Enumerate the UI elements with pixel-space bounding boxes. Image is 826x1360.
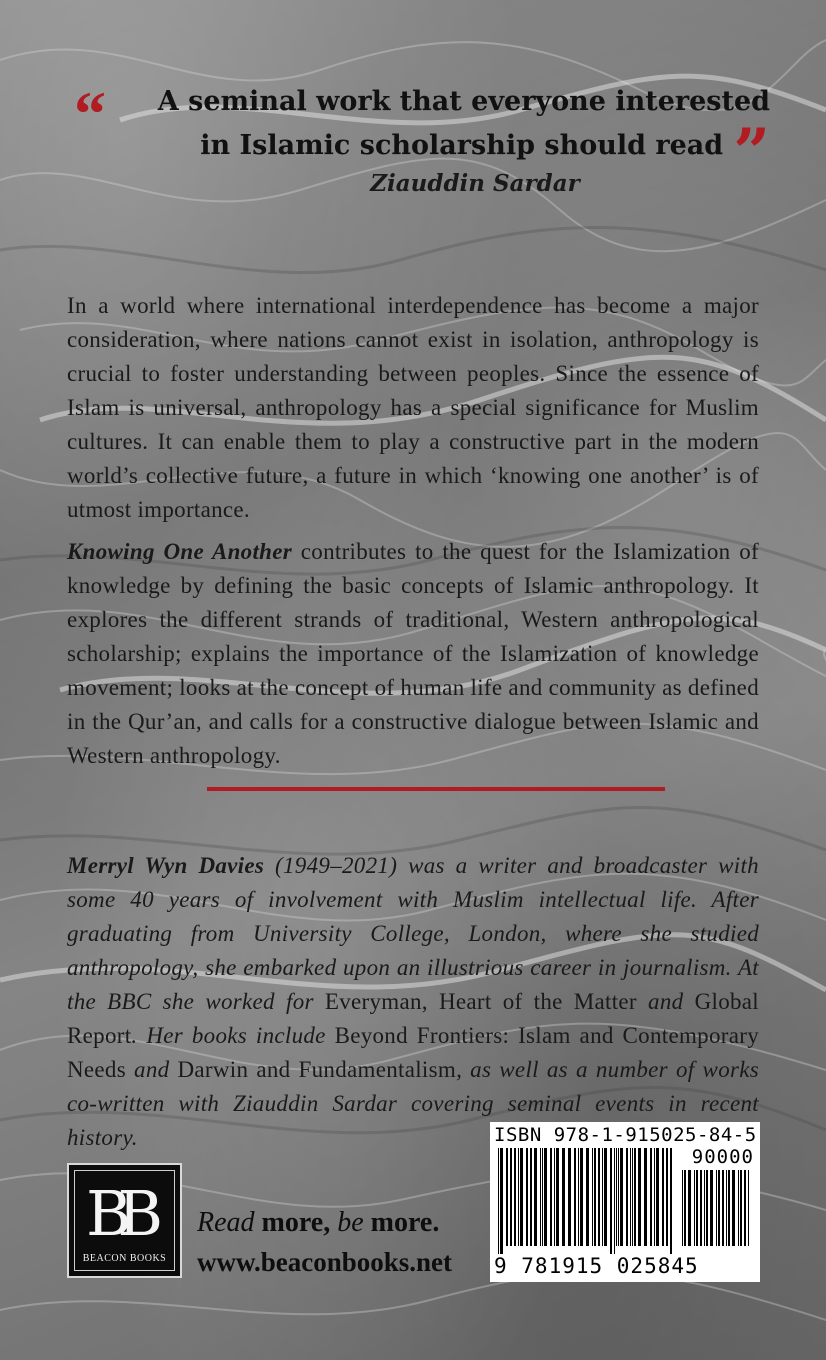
barcode-bar <box>634 1148 636 1246</box>
barcode-bar <box>638 1148 641 1246</box>
tagline-more-1: more, <box>254 1207 338 1238</box>
barcode-bar <box>526 1148 528 1246</box>
description-paragraph-1: In a world where international interdependence has become a major consideration, where nations cannot exist in isolation, anthropology is crucial to foster understanding between peoples. Since the essence of Islam is universal, anthropology has a special significance for Muslim cultures. It can enable them to play a constructive part in the modern world’s collective future, a future in which ‘knowing one another’ is of utmost importance. <box>67 293 759 522</box>
description-paragraph-2-text: contributes to the quest for the Islamization of knowledge by defining the basic concepts of Islamic anthropology. It explores the different strands of traditional, Western anthropological scholarship; explains the importance of the Islamization of knowledge movement; looks at the concept of human life and community as defined in the Qur’an, and calls for a constructive dialogue between Islamic and Western anthropology. <box>67 539 759 768</box>
publisher-logo <box>67 1163 182 1278</box>
barcode-bar <box>704 1170 705 1246</box>
logo-frame <box>74 1170 175 1271</box>
barcode-bar <box>580 1148 583 1246</box>
barcode-bar <box>602 1148 603 1246</box>
barcode-bar <box>598 1148 600 1246</box>
barcode-bar <box>550 1148 552 1246</box>
description-paragraph-2 <box>67 535 759 773</box>
barcode-bar <box>696 1170 698 1246</box>
bio-and-1: and <box>636 989 695 1014</box>
barcode-bar <box>506 1148 508 1246</box>
barcode-bar <box>670 1148 672 1254</box>
barcode-bar <box>568 1148 571 1246</box>
barcode-bar <box>554 1148 555 1246</box>
barcode-bar <box>618 1148 619 1246</box>
barcode-bar <box>518 1148 519 1246</box>
ean-digits: 9 781915 025845 <box>494 1254 699 1278</box>
barcode-bar <box>604 1148 607 1246</box>
close-quote-mark: ” <box>733 115 770 190</box>
barcode-bar <box>544 1148 547 1246</box>
barcode-bar <box>694 1170 695 1246</box>
red-divider <box>207 787 665 791</box>
barcode-bar <box>740 1170 742 1246</box>
publisher-tagline <box>197 1207 439 1239</box>
barcode-bar <box>592 1148 593 1246</box>
barcode-bar <box>510 1148 512 1246</box>
barcode-bar <box>556 1148 559 1246</box>
quote-attribution: Ziauddin Sardar <box>370 170 580 197</box>
barcode-bar <box>732 1170 735 1246</box>
bio-and-2: and <box>125 1057 178 1082</box>
isbn-label: ISBN 978-1-915025-84-5 <box>494 1124 757 1146</box>
barcode-bar <box>574 1148 576 1246</box>
bio-show-2: Global Report <box>67 989 759 1048</box>
barcode-bar <box>722 1170 724 1246</box>
tagline-more-2: more. <box>363 1207 440 1238</box>
barcode-bar <box>728 1170 730 1246</box>
addon-bars <box>682 1170 754 1256</box>
barcode-bar <box>594 1148 596 1246</box>
bio-book-2: Darwin and Fundamentalism <box>177 1057 457 1082</box>
barcode-bar <box>610 1148 612 1254</box>
barcode-bar <box>514 1148 516 1246</box>
tagline-read: Read <box>197 1207 255 1238</box>
quote-line-2-text: in Islamic scholarship should read <box>200 130 724 161</box>
book-title-lead: Knowing One Another <box>67 539 293 564</box>
barcode-bar <box>540 1148 541 1246</box>
barcode-bar <box>630 1148 631 1246</box>
barcode-bar <box>726 1170 727 1246</box>
barcode-bar <box>578 1148 579 1246</box>
barcode-bar <box>744 1170 746 1246</box>
barcode-bar <box>542 1148 543 1246</box>
isbn-barcode <box>490 1122 760 1282</box>
barcode-bar <box>682 1170 683 1246</box>
bio-show-1: Everyman, Heart of the Matter <box>324 989 637 1014</box>
barcode-bar <box>738 1170 739 1246</box>
barcode-bar <box>748 1170 749 1246</box>
price-code: 90000 <box>691 1146 754 1168</box>
tagline-be: be <box>337 1207 364 1238</box>
bio-text-3: , as well as a number of works co-written with Ziauddin Sardar covering seminal events in recent history. <box>67 1057 760 1150</box>
barcode-bar <box>656 1148 659 1246</box>
barcode-bar <box>534 1148 537 1246</box>
publisher-website[interactable]: www.beaconbooks.net <box>197 1247 453 1277</box>
barcode-bar <box>666 1148 668 1246</box>
barcode-bar <box>626 1148 628 1246</box>
author-name: Merryl Wyn Davies <box>67 853 265 878</box>
logo-letters: BB <box>85 1177 150 1250</box>
barcode-bar <box>614 1148 615 1254</box>
barcode-bar <box>500 1148 503 1254</box>
author-bio <box>67 849 759 1155</box>
bio-text-2: . Her books include <box>131 1023 335 1048</box>
barcode-bar <box>498 1148 499 1254</box>
barcode-bar <box>562 1148 565 1246</box>
barcode-bar <box>700 1170 702 1246</box>
barcode-bar <box>716 1170 717 1246</box>
barcode-bar <box>706 1170 708 1246</box>
barcode-bar <box>662 1148 664 1246</box>
barcode-bar <box>530 1148 532 1246</box>
barcode-bar <box>520 1148 523 1246</box>
endorsement-quote: “ A seminal work that everyone interested in Islamic scholarship should read ” Ziauddin Sardar <box>70 80 770 197</box>
bio-book-1: Beyond Frontiers: Islam and Contemporary Needs <box>67 1023 759 1082</box>
barcode-bar <box>620 1148 623 1246</box>
barcode-bar <box>684 1170 686 1246</box>
logo-name: BEACON BOOKS <box>82 1253 167 1264</box>
barcode-bar <box>632 1148 633 1246</box>
barcode-bar <box>650 1148 652 1246</box>
barcode-bar <box>688 1170 691 1246</box>
barcode-bar <box>710 1170 713 1246</box>
quote-line-1: A seminal work that everyone interested <box>157 86 770 117</box>
barcode-bar <box>586 1148 589 1246</box>
barcode-bar <box>616 1148 617 1246</box>
bio-text-1: (1949–2021) was a writer and broadcaster with some 40 years of involvement with Muslim intellectual life. After graduating from University College, London, where she studied anthropology, she embarked upon an illustrious career in journalism. At the BBC she worked for <box>67 853 759 1014</box>
barcode-bar <box>718 1170 720 1246</box>
ean-bars <box>498 1148 678 1256</box>
barcode-bar <box>654 1148 655 1246</box>
barcode-bar <box>644 1148 647 1246</box>
